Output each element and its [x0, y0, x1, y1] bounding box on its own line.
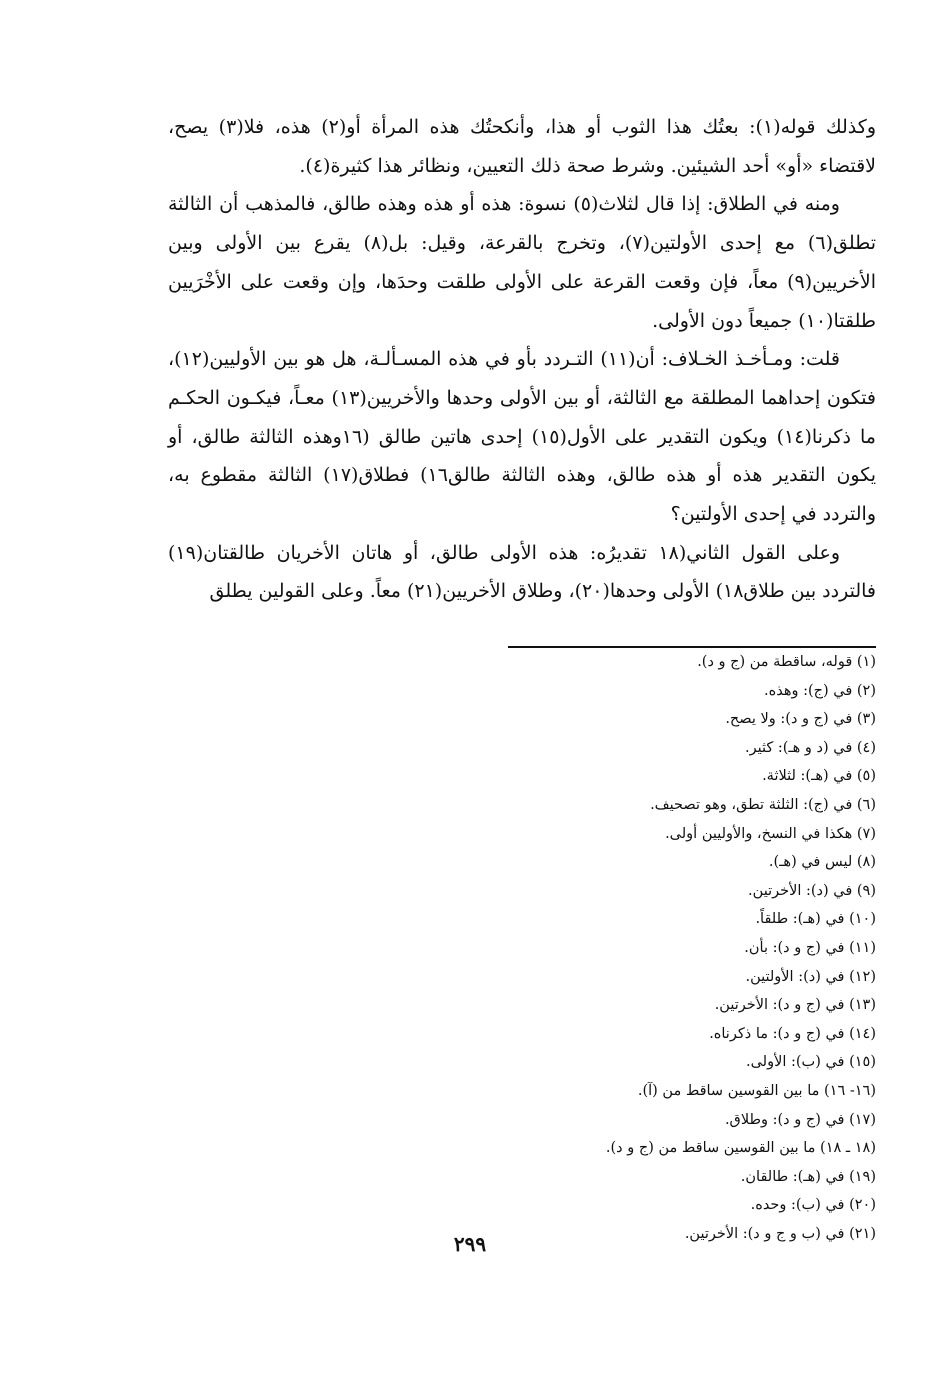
footnote: (١٩) في (هـ): طالقان.	[740, 1168, 876, 1185]
footnote: (١٤) في (ج و د): ما ذكرناه.	[709, 1025, 876, 1042]
footnotes-list	[440, 648, 876, 1248]
footnote: (٢٠) في (ب): وحده.	[750, 1197, 876, 1214]
paragraph: وعلى القول الثاني(١٨ تقديرُه: هذه الأولى طالق، أو هاتان الأخريان طالقتان(١٩) فالتردد بين طلاق١٨) الأولى وحدها(٢٠)، وطلاق الأخريين(٢١) معاً. وعلى القولين يطلق	[168, 541, 876, 603]
footnote: (١٨ ـ ١٨) ما بين القوسين ساقط من (ج و د).	[605, 1140, 876, 1157]
page-number: ٢٩٩	[453, 1232, 487, 1256]
paragraph: وكذلك قوله(١): بعتُك هذا الثوب أو هذا، وأنكحتُك هذه المرأة أو(٢) هذه، فلا(٣) يصح، لاقتضاء «أو» أحد الشيئين. وشرط صحة ذلك التعيين، ونظائر هذا كثيرة(٤).	[168, 116, 876, 177]
footnote: (٦) في (ج): الثلثة تطق، وهو تصحيف.	[650, 796, 876, 813]
footnote: (١١) في (ج و د): بأن.	[744, 939, 876, 956]
footnote: (١٥) في (ب): الأولى.	[745, 1054, 876, 1071]
footnote: (١٦- ١٦) ما بين القوسين ساقط من (آ).	[637, 1082, 876, 1099]
footnote: (١٣) في (ج و د): الأخرتين.	[714, 997, 876, 1014]
footnote: (٥) في (هـ): لثلاثة.	[762, 768, 876, 785]
main-text	[168, 108, 876, 611]
paragraph: قلت: ومـأخـذ الخـلاف: أن(١١) التـردد بأو في هذه المسـألـة، هل هو بين الأوليين(١٢)، فتكون إحداهما المطلقة مع الثالثة، أو بين الأولى وحدها والأخريين(١٣) معـاً، فيكـون الحكـم ما ذكرنا(١٤) ويكون التقدير على الأول(١٥) إحدى هاتين طالق (١٦وهذه الثالثة طالق، أو يكون التقدير هذه أو هذه طالق، وهذه الثالثة طالق١٦) فطلاق(١٧) الثالثة مقطوع به، والتردد في إحدى الأولتين؟	[168, 348, 877, 526]
paragraph: ومنه في الطلاق: إذا قال لثلاث(٥) نسوة: هذه أو هذه وهذه طالق، فالمذهب أن الثالثة تطلق(٦) مع إحدى الأولتين(٧)، وتخرج بالقرعة، وقيل: بل(٨) يقرع بين الأولى وبين الأخريين(٩) معاً، فإن وقعت القرعة على الأولى طلقت وحدَها، وإن وقعت على الأخْرَيين طلقتا(١٠) جميعاً دون الأولى.	[168, 193, 876, 332]
footnote: (١٠) في (هـ): طلقاً.	[755, 911, 876, 928]
footnote: (١٢) في (د): الأولتين.	[745, 968, 876, 985]
footnote: (٣) في (ج و د): ولا يصح.	[725, 711, 876, 728]
footnote: (٤) في (د و هـ): كثير.	[744, 739, 876, 756]
footnote: (٧) هكذا في النسخ، والأوليين أولى.	[665, 825, 876, 842]
footnote: (٨) ليس في (هـ).	[768, 854, 876, 871]
footnote: (٩) في (د): الأخرتين.	[748, 882, 876, 899]
footnote: (٢) في (ج): وهذه.	[764, 682, 876, 699]
footnote: (١٧) في (ج و د): وطلاق.	[724, 1111, 876, 1128]
footnote: (١) قوله، ساقطة من (ج و د).	[697, 654, 876, 670]
footnote: (٢١) في (ب و ج و د): الأخرتين.	[684, 1225, 876, 1242]
